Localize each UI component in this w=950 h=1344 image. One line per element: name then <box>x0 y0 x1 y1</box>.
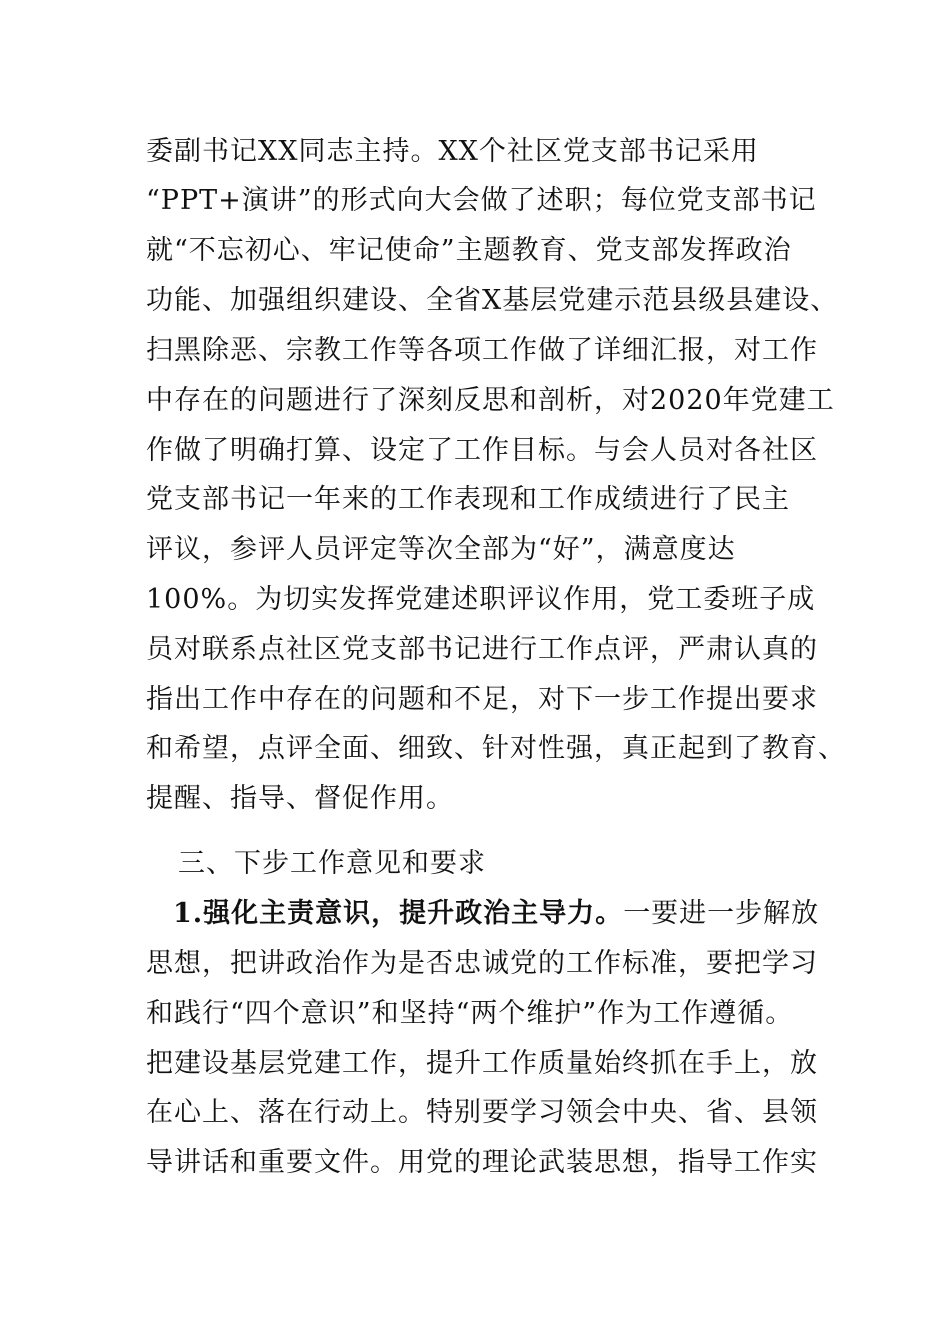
paragraph-line: 中存在的问题进行了深刻反思和剖析，对2020年党建工 <box>146 385 835 416</box>
item-lead-rest: 一要进一步解放 <box>623 898 820 929</box>
paragraph-line: 评议，参评人员评定等次全部为“好”，满意度达 <box>146 534 736 565</box>
paragraph-line: 指出工作中存在的问题和不足，对下一步工作提出要求 <box>146 684 818 715</box>
paragraph-line: 扫黑除恶、宗教工作等各项工作做了详细汇报，对工作 <box>146 335 818 366</box>
item-first-line <box>173 896 837 932</box>
section-heading: 三、下步工作意见和要求 <box>178 848 486 879</box>
paragraph-line: 作做了明确打算、设定了工作目标。与会人员对各社区 <box>146 435 818 466</box>
paragraph-line: 员对联系点社区党支部书记进行工作点评，严肃认真的 <box>146 634 818 665</box>
paragraph-line: 党支部书记一年来的工作表现和工作成绩进行了民主 <box>146 484 790 515</box>
paragraph-line: 功能、加强组织建设、全省X基层党建示范县级县建设、 <box>146 285 839 316</box>
paragraph-line: 委副书记XX同志主持。XX个社区党支部书记采用 <box>146 136 759 167</box>
paragraph-line: 在心上、落在行动上。特别要学习领会中央、省、县领 <box>146 1097 818 1128</box>
paragraph-line: 思想，把讲政治作为是否忠诚党的工作标准，要把学习 <box>146 948 818 979</box>
paragraph-line: 就“不忘初心、牢记使命”主题教育、党支部发挥政治 <box>146 235 792 266</box>
item-bold-lead: 1.强化主责意识，提升政治主导力。 <box>173 898 624 929</box>
paragraph-line: 导讲话和重要文件。用党的理论武装思想，指导工作实 <box>146 1147 818 1178</box>
paragraph-line: 和希望，点评全面、细致、针对性强，真正起到了教育、 <box>146 733 846 764</box>
paragraph-line: 把建设基层党建工作，提升工作质量始终抓在手上，放 <box>146 1048 818 1079</box>
paragraph-line: 和践行“四个意识”和坚持“两个维护”作为工作遵循。 <box>146 998 794 1029</box>
paragraph-line: 提醒、指导、督促作用。 <box>146 783 454 814</box>
paragraph-line: 100%。为切实发挥党建述职评议作用，党工委班子成 <box>146 584 816 615</box>
paragraph-line: “PPT+演讲”的形式向大会做了述职；每位党支部书记 <box>146 185 817 216</box>
